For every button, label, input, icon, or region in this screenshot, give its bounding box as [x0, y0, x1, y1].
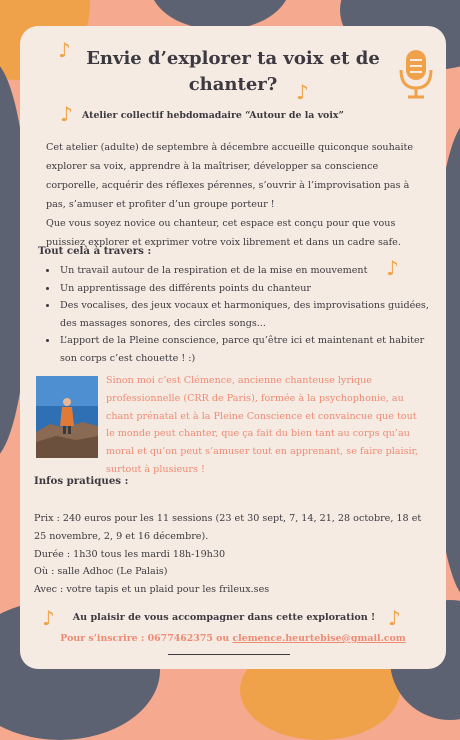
list-item: • L’apport de la Pleine conscience, parce qu’être ici et maintenant et habiter son corps c’est chouette ! :) [58, 332, 440, 367]
intro-text [46, 138, 416, 252]
infos-block [34, 510, 434, 599]
music-note-icon: ♪ [386, 256, 399, 280]
intro-paragraph-2: Que vous soyez novice ou chanteur, cet espace est conçu pour que vous puissiez explorer et exprimer votre voix librement et dans un cadre safe. [46, 218, 401, 248]
info-bring: Avec : votre tapis et un plaid pour les frileux.ses [34, 584, 270, 596]
closing-text: Au plaisir de vous accompagner dans cette exploration ! [72, 612, 376, 623]
info-location: Où : salle Adhoc (Le Palais) [34, 566, 168, 578]
subtitle: Atelier collectif hebdomadaire “Autour de la voix” [82, 110, 344, 121]
music-note-icon: ♪ [296, 80, 309, 104]
list-item: • Un travail autour de la respiration et de la mise en mouvement [58, 262, 440, 280]
info-duration: Durée : 1h30 tous les mardi 18h-19h30 [34, 548, 226, 560]
contact-email-link[interactable]: clemence.heurtebise@gmail.com [232, 633, 406, 644]
list-item: • Un apprentissage des différents points du chanteur [58, 280, 440, 298]
contact-phone: Pour s’inscrire : 0677462375 ou [60, 633, 233, 644]
list-item: • Des vocalises, des jeux vocaux et harmoniques, des improvisations guidées, des massages sonores, des circles songs... [58, 297, 440, 332]
intro-paragraph-1: Cet atelier (adulte) de septembre à décembre accueille quiconque souhaite explorer sa voix, apprendre à la maîtriser, développer sa conscience corporelle, acquérir des réflexes pérennes, s’ouvrir à l’improvisation pas à pas, s’amuser et profiter d’un groupe porteur ! [46, 142, 414, 210]
info-price: Prix : 240 euros pour les 11 sessions (23 et 30 sept, 7, 14, 21, 28 octobre, 18 et 25 novembre, 2, 9 et 16 décembre). [34, 513, 422, 542]
contact-line [20, 633, 446, 644]
music-note-icon: ♪ [58, 38, 71, 62]
section-title-travers: Tout celà à travers : [38, 245, 152, 257]
activity-list [42, 262, 440, 367]
divider [168, 654, 290, 655]
music-note-icon: ♪ [60, 102, 73, 126]
page-title: Envie d’explorer ta voix et de chanter? [86, 48, 380, 95]
music-note-icon: ♪ [388, 606, 401, 630]
bio-text: Sinon moi c’est Clémence, ancienne chanteuse lyrique professionnelle (CRR de Paris), formée à la psychophonie, au chant prénatal et à la Pleine Conscience et convaincue que tout le monde peut chanter, que ça fait du bien tant au corps qu’au moral et qu’on peut s’amuser tout en apprenant, se faire plaisir, surtout à plusieurs ! [106, 375, 419, 475]
microphone-icon [398, 48, 434, 100]
flyer-card [20, 26, 446, 669]
music-note-icon: ♪ [42, 606, 55, 630]
portrait-photo [36, 376, 98, 458]
section-title-infos: Infos pratiques : [34, 475, 129, 487]
